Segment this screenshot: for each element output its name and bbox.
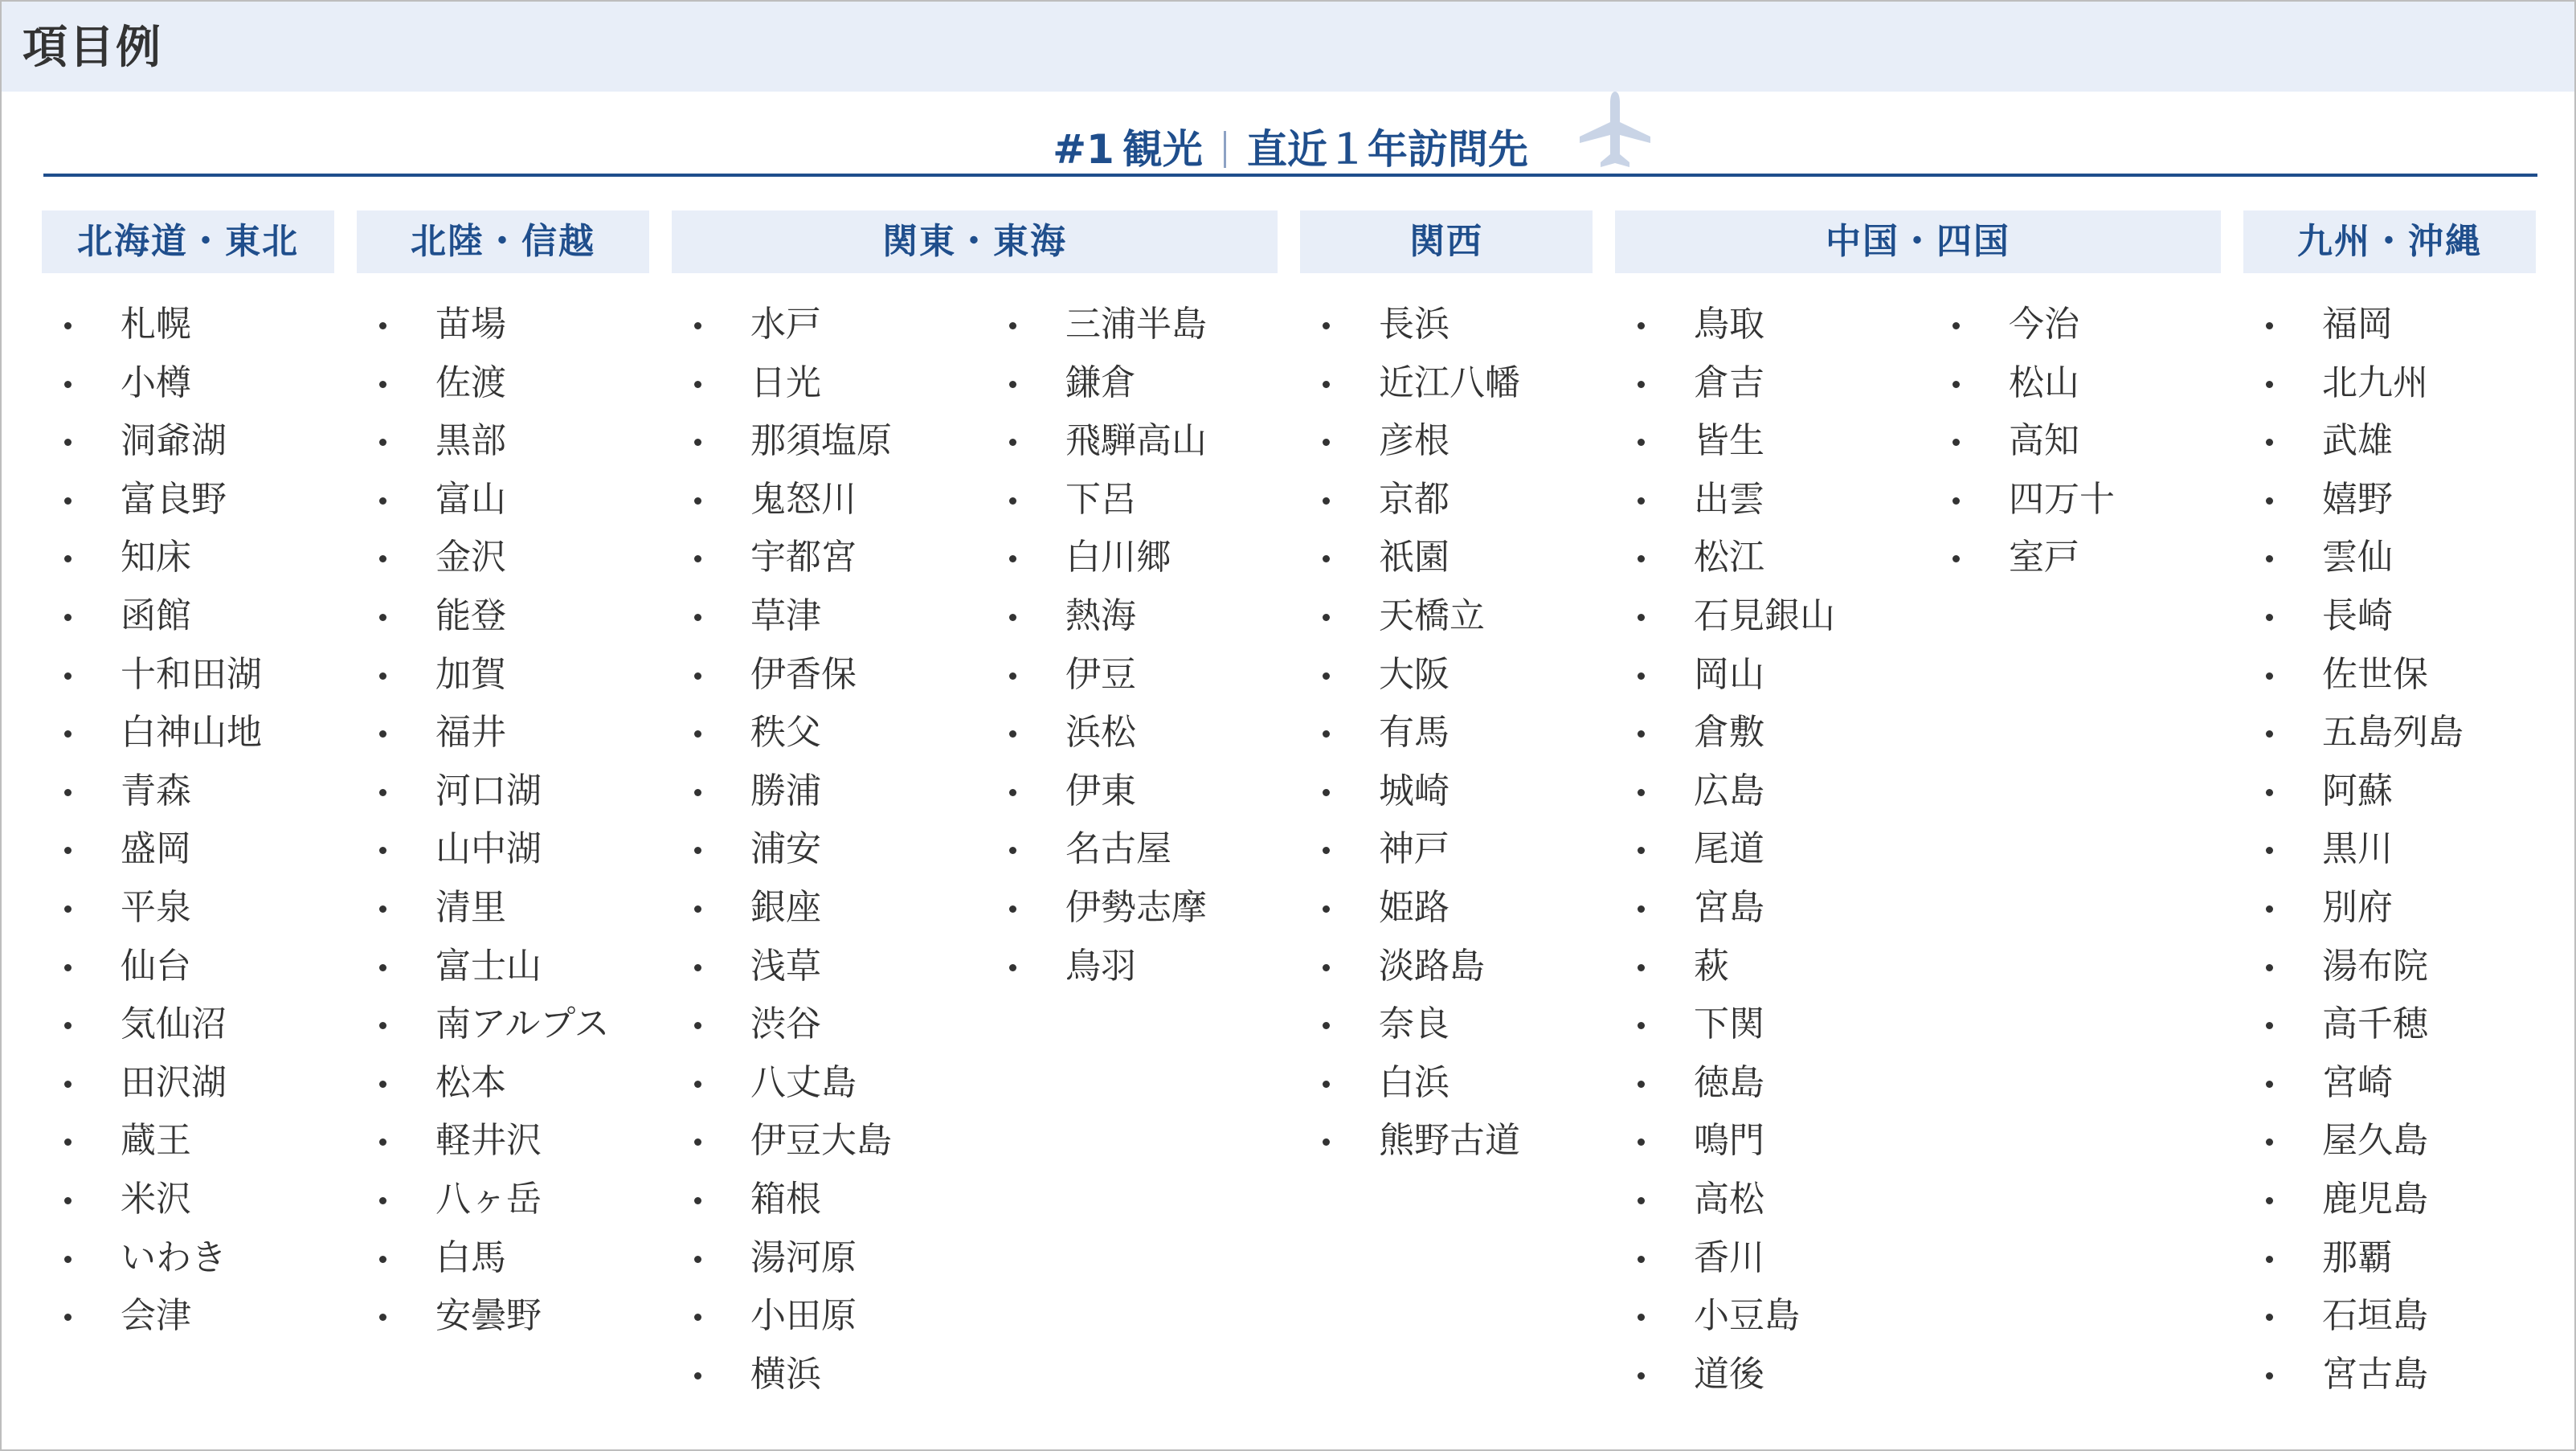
list-item: 鳥取 [1615, 296, 1835, 354]
destination-list [987, 296, 1207, 995]
heading-category: 観光 [1122, 126, 1203, 173]
list-item: 白浜 [1300, 1054, 1520, 1113]
list-item: 伊豆 [987, 646, 1207, 705]
list-item: 富士山 [357, 938, 609, 996]
list-item: 秩父 [672, 704, 892, 762]
list-item: 小樽 [42, 354, 262, 413]
heading-subtitle: 直近１年訪問先 [1246, 126, 1528, 173]
list-item: 淡路島 [1300, 938, 1520, 996]
list-item: 四万十 [1930, 471, 2115, 529]
destination-list [1615, 296, 1835, 1404]
heading-divider [1224, 131, 1226, 168]
destination-list [1930, 296, 2115, 587]
list-item: 米沢 [42, 1171, 262, 1229]
region-header: 北陸・信越 [357, 210, 649, 273]
list-item: 山中湖 [357, 820, 609, 879]
list-item: 白馬 [357, 1229, 609, 1288]
list-item: 祇園 [1300, 529, 1520, 587]
list-item: 有馬 [1300, 704, 1520, 762]
list-item: 松山 [1930, 354, 2115, 413]
list-item: 安曇野 [357, 1287, 609, 1346]
list-item: 苗場 [357, 296, 609, 354]
list-item: 佐世保 [2243, 646, 2464, 705]
destination-list [42, 296, 262, 1346]
list-item: 那覇 [2243, 1229, 2464, 1288]
list-item: 伊勢志摩 [987, 879, 1207, 938]
list-item: 黒部 [357, 412, 609, 471]
list-item: 会津 [42, 1287, 262, 1346]
list-item: 岡山 [1615, 646, 1835, 705]
list-item: 長崎 [2243, 587, 2464, 646]
list-item: 黒川 [2243, 820, 2464, 879]
list-item: 福井 [357, 704, 609, 762]
list-item: 鹿児島 [2243, 1171, 2464, 1229]
list-item: 皆生 [1615, 412, 1835, 471]
list-item: 鳥羽 [987, 938, 1207, 996]
destination-list [1300, 296, 1520, 1171]
list-item: 近江八幡 [1300, 354, 1520, 413]
list-item: 蔵王 [42, 1112, 262, 1171]
list-item: 富山 [357, 471, 609, 529]
list-item: 下呂 [987, 471, 1207, 529]
region-kanto-tokai [672, 210, 1278, 1395]
list-item: 下関 [1615, 995, 1835, 1054]
list-item: 宇都宮 [672, 529, 892, 587]
list-item: 佐渡 [357, 354, 609, 413]
list-item: 広島 [1615, 762, 1835, 821]
list-item: 三浦半島 [987, 296, 1207, 354]
destination-list [672, 296, 892, 1404]
list-item: 浦安 [672, 820, 892, 879]
list-item: 金沢 [357, 529, 609, 587]
destination-list [357, 296, 609, 1346]
list-item: 五島列島 [2243, 704, 2464, 762]
region-chugoku-shikoku [1615, 210, 2221, 1395]
list-item: 香川 [1615, 1229, 1835, 1288]
list-item: 北九州 [2243, 354, 2464, 413]
list-item: 湯河原 [672, 1229, 892, 1288]
list-item: 能登 [357, 587, 609, 646]
list-item: 加賀 [357, 646, 609, 705]
list-item: 神戸 [1300, 820, 1520, 879]
list-item: 高知 [1930, 412, 2115, 471]
region-kansai [1300, 210, 1593, 1162]
list-item: 熊野古道 [1300, 1112, 1520, 1171]
region-header: 中国・四国 [1615, 210, 2221, 273]
list-item: 八丈島 [672, 1054, 892, 1113]
list-item: 鳴門 [1615, 1112, 1835, 1171]
list-item: 奈良 [1300, 995, 1520, 1054]
list-item: 軽井沢 [357, 1112, 609, 1171]
list-item: 小田原 [672, 1287, 892, 1346]
list-item: 水戸 [672, 296, 892, 354]
region-header: 関西 [1300, 210, 1593, 273]
list-item: 伊香保 [672, 646, 892, 705]
list-item: 伊東 [987, 762, 1207, 821]
list-item: 別府 [2243, 879, 2464, 938]
list-item: 渋谷 [672, 995, 892, 1054]
list-item: 草津 [672, 587, 892, 646]
list-item: 雲仙 [2243, 529, 2464, 587]
region-kyushu-okinawa [2243, 210, 2536, 1395]
list-item: 日光 [672, 354, 892, 413]
list-item: 徳島 [1615, 1054, 1835, 1113]
list-item: 仙台 [42, 938, 262, 996]
section-heading-row [43, 109, 2537, 177]
list-item: 札幌 [42, 296, 262, 354]
list-item: 京都 [1300, 471, 1520, 529]
list-item: 石垣島 [2243, 1287, 2464, 1346]
list-item: 城崎 [1300, 762, 1520, 821]
region-header: 北海道・東北 [42, 210, 334, 273]
list-item: 出雲 [1615, 471, 1835, 529]
page-title: 項目例 [22, 22, 162, 74]
list-item: 気仙沼 [42, 995, 262, 1054]
list-item: 天橋立 [1300, 587, 1520, 646]
list-item: 尾道 [1615, 820, 1835, 879]
list-item: 那須塩原 [672, 412, 892, 471]
list-item: 姫路 [1300, 879, 1520, 938]
list-item: 高千穂 [2243, 995, 2464, 1054]
region-hokuriku-shinetsu [357, 210, 649, 1337]
list-item: 伊豆大島 [672, 1112, 892, 1171]
list-item: 小豆島 [1615, 1287, 1835, 1346]
list-item: 倉敷 [1615, 704, 1835, 762]
list-item: 十和田湖 [42, 646, 262, 705]
list-item: 鎌倉 [987, 354, 1207, 413]
list-item: 富良野 [42, 471, 262, 529]
list-item: 勝浦 [672, 762, 892, 821]
list-item: 石見銀山 [1615, 587, 1835, 646]
list-item: 今治 [1930, 296, 2115, 354]
list-item: 八ヶ岳 [357, 1171, 609, 1229]
list-item: 鬼怒川 [672, 471, 892, 529]
list-item: 湯布院 [2243, 938, 2464, 996]
list-item: 白神山地 [42, 704, 262, 762]
list-item: 洞爺湖 [42, 412, 262, 471]
list-item: 青森 [42, 762, 262, 821]
list-item: 宮崎 [2243, 1054, 2464, 1113]
list-item: 阿蘇 [2243, 762, 2464, 821]
list-item: 倉吉 [1615, 354, 1835, 413]
list-item: いわき [42, 1229, 262, 1288]
airplane-icon [1578, 90, 1652, 170]
list-item: 萩 [1615, 938, 1835, 996]
list-item: 彦根 [1300, 412, 1520, 471]
list-item: 武雄 [2243, 412, 2464, 471]
region-hokkaido-tohoku [42, 210, 334, 1337]
list-item: 熱海 [987, 587, 1207, 646]
list-item: 室戸 [1930, 529, 2115, 587]
title-bar [2, 2, 2574, 92]
list-item: 福岡 [2243, 296, 2464, 354]
list-item: 名古屋 [987, 820, 1207, 879]
list-item: 銀座 [672, 879, 892, 938]
list-item: 白川郷 [987, 529, 1207, 587]
list-item: 清里 [357, 879, 609, 938]
list-item: 宮島 [1615, 879, 1835, 938]
list-item: 平泉 [42, 879, 262, 938]
list-item: 道後 [1615, 1346, 1835, 1404]
list-item: 松江 [1615, 529, 1835, 587]
list-item: 田沢湖 [42, 1054, 262, 1113]
list-item: 河口湖 [357, 762, 609, 821]
list-item: 浜松 [987, 704, 1207, 762]
list-item: 函館 [42, 587, 262, 646]
destination-list [2243, 296, 2464, 1404]
list-item: 知床 [42, 529, 262, 587]
list-item: 箱根 [672, 1171, 892, 1229]
region-header: 九州・沖縄 [2243, 210, 2536, 273]
list-item: 高松 [1615, 1171, 1835, 1229]
section-heading [43, 125, 2537, 174]
list-item: 宮古島 [2243, 1346, 2464, 1404]
region-header: 関東・東海 [672, 210, 1278, 273]
list-item: 長浜 [1300, 296, 1520, 354]
list-item: 大阪 [1300, 646, 1520, 705]
list-item: 嬉野 [2243, 471, 2464, 529]
list-item: 松本 [357, 1054, 609, 1113]
list-item: 屋久島 [2243, 1112, 2464, 1171]
list-item: 横浜 [672, 1346, 892, 1404]
list-item: 浅草 [672, 938, 892, 996]
heading-number: #1 [1053, 126, 1114, 173]
list-item: 飛騨高山 [987, 412, 1207, 471]
list-item: 南アルプス [357, 995, 609, 1054]
heading-underline [43, 174, 2537, 177]
list-item: 盛岡 [42, 820, 262, 879]
